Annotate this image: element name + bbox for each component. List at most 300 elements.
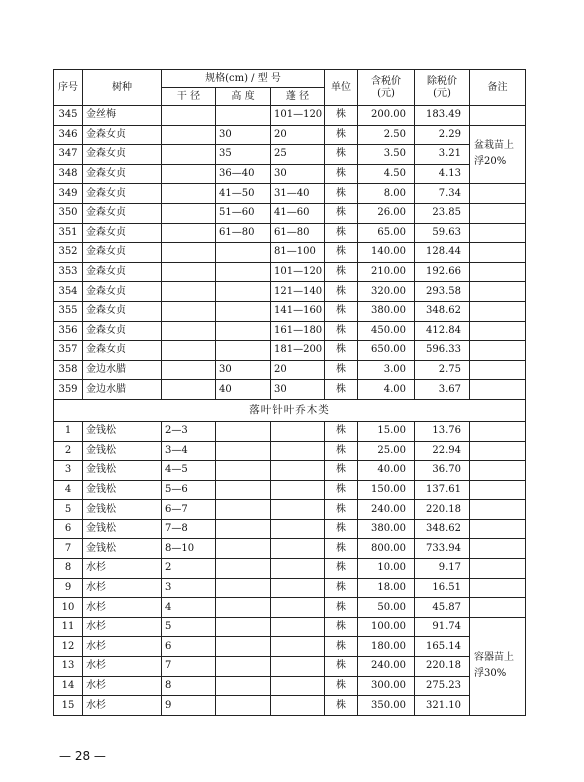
price-without-tax: 3.67 [415, 380, 470, 400]
species-name: 金森女贞 [83, 125, 162, 145]
table-row [54, 164, 526, 184]
price-with-tax: 3.00 [358, 360, 415, 380]
plant-height [216, 243, 271, 263]
remark-cell [470, 598, 526, 618]
species-name: 水杉 [83, 657, 162, 677]
remark-cell [470, 282, 526, 302]
row-number: 353 [54, 262, 83, 282]
section-title-row [54, 399, 526, 421]
remark-cell [470, 184, 526, 204]
crown-width [271, 637, 325, 657]
crown-width: 30 [271, 164, 325, 184]
price-without-tax: 91.74 [415, 617, 470, 637]
header-price-tax-unit: (元) [377, 87, 395, 99]
remark-cell: 盆栽苗上浮20% [470, 125, 526, 184]
trunk-diameter: 9 [162, 696, 216, 716]
header-price-notax-label: 除税价 [427, 75, 458, 87]
remark-cell [470, 301, 526, 321]
trunk-diameter: 2—3 [162, 421, 216, 441]
price-without-tax: 165.14 [415, 637, 470, 657]
row-number: 352 [54, 243, 83, 263]
price-without-tax: 128.44 [415, 243, 470, 263]
unit: 株 [325, 519, 358, 539]
remark-cell [470, 500, 526, 520]
price-with-tax: 8.00 [358, 184, 415, 204]
price-with-tax: 26.00 [358, 203, 415, 223]
crown-width: 61—80 [271, 223, 325, 243]
price-without-tax: 596.33 [415, 341, 470, 361]
trunk-diameter [162, 341, 216, 361]
plant-height: 30 [216, 360, 271, 380]
unit: 株 [325, 203, 358, 223]
table-row [54, 617, 526, 637]
crown-width: 20 [271, 125, 325, 145]
table-row [54, 657, 526, 677]
plant-height [216, 282, 271, 302]
price-without-tax: 412.84 [415, 321, 470, 341]
price-with-tax: 650.00 [358, 341, 415, 361]
plant-height [216, 598, 271, 618]
crown-width [271, 500, 325, 520]
table-row [54, 519, 526, 539]
price-with-tax: 18.00 [358, 578, 415, 598]
trunk-diameter [162, 164, 216, 184]
species-name: 水杉 [83, 559, 162, 579]
plant-height [216, 500, 271, 520]
unit: 株 [325, 421, 358, 441]
crown-width: 25 [271, 145, 325, 165]
table-row [54, 360, 526, 380]
trunk-diameter [162, 184, 216, 204]
trunk-diameter: 7 [162, 657, 216, 677]
crown-width: 20 [271, 360, 325, 380]
price-without-tax: 2.29 [415, 125, 470, 145]
price-without-tax: 16.51 [415, 578, 470, 598]
price-with-tax: 10.00 [358, 559, 415, 579]
species-name: 金钱松 [83, 421, 162, 441]
table-row [54, 598, 526, 618]
plant-height [216, 696, 271, 716]
unit: 株 [325, 637, 358, 657]
trunk-diameter [162, 262, 216, 282]
species-name: 金森女贞 [83, 145, 162, 165]
remark-cell [470, 203, 526, 223]
crown-width [271, 461, 325, 481]
species-name: 金森女贞 [83, 341, 162, 361]
species-name: 金钱松 [83, 519, 162, 539]
table-row [54, 539, 526, 559]
price-with-tax: 200.00 [358, 106, 415, 126]
table-row [54, 145, 526, 165]
crown-width [271, 578, 325, 598]
crown-width: 41—60 [271, 203, 325, 223]
crown-width: 81—100 [271, 243, 325, 263]
unit: 株 [325, 657, 358, 677]
trunk-diameter [162, 106, 216, 126]
species-name: 水杉 [83, 598, 162, 618]
row-number: 13 [54, 657, 83, 677]
row-number: 1 [54, 421, 83, 441]
trunk-diameter [162, 243, 216, 263]
plant-height [216, 539, 271, 559]
table-row [54, 559, 526, 579]
unit: 株 [325, 184, 358, 204]
row-number: 11 [54, 617, 83, 637]
trunk-diameter: 7—8 [162, 519, 216, 539]
unit: 株 [325, 243, 358, 263]
row-number: 8 [54, 559, 83, 579]
remark-cell [470, 262, 526, 282]
trunk-diameter: 3 [162, 578, 216, 598]
crown-width [271, 421, 325, 441]
species-name: 金钱松 [83, 480, 162, 500]
table-row [54, 380, 526, 400]
remark-cell [470, 380, 526, 400]
header-height: 高 度 [216, 88, 271, 106]
price-with-tax: 180.00 [358, 637, 415, 657]
table-row [54, 262, 526, 282]
species-name: 金森女贞 [83, 301, 162, 321]
remark-cell [470, 519, 526, 539]
price-without-tax: 59.63 [415, 223, 470, 243]
trunk-diameter: 3—4 [162, 441, 216, 461]
price-without-tax: 220.18 [415, 657, 470, 677]
plant-height [216, 106, 271, 126]
row-number: 4 [54, 480, 83, 500]
species-name: 金钱松 [83, 539, 162, 559]
plant-height [216, 657, 271, 677]
plant-height [216, 480, 271, 500]
trunk-diameter: 2 [162, 559, 216, 579]
header-unit: 单位 [325, 70, 358, 106]
row-number: 347 [54, 145, 83, 165]
unit: 株 [325, 321, 358, 341]
price-with-tax: 100.00 [358, 617, 415, 637]
unit: 株 [325, 617, 358, 637]
price-with-tax: 300.00 [358, 676, 415, 696]
unit: 株 [325, 301, 358, 321]
plant-height [216, 637, 271, 657]
price-with-tax: 140.00 [358, 243, 415, 263]
trunk-diameter [162, 360, 216, 380]
trunk-diameter: 8 [162, 676, 216, 696]
table-row [54, 500, 526, 520]
row-number: 15 [54, 696, 83, 716]
crown-width [271, 617, 325, 637]
price-with-tax: 50.00 [358, 598, 415, 618]
price-with-tax: 240.00 [358, 657, 415, 677]
unit: 株 [325, 106, 358, 126]
plant-height: 35 [216, 145, 271, 165]
plant-height [216, 321, 271, 341]
price-with-tax: 320.00 [358, 282, 415, 302]
plant-height [216, 461, 271, 481]
price-without-tax: 192.66 [415, 262, 470, 282]
price-with-tax: 380.00 [358, 519, 415, 539]
row-number: 12 [54, 637, 83, 657]
table-row [54, 341, 526, 361]
price-without-tax: 348.62 [415, 301, 470, 321]
remark-cell [470, 461, 526, 481]
crown-width [271, 696, 325, 716]
price-with-tax: 450.00 [358, 321, 415, 341]
trunk-diameter [162, 223, 216, 243]
plant-height: 51—60 [216, 203, 271, 223]
header-price-notax-unit: (元) [433, 87, 451, 99]
row-number: 355 [54, 301, 83, 321]
plant-height [216, 617, 271, 637]
table-row [54, 480, 526, 500]
trunk-diameter [162, 321, 216, 341]
unit: 株 [325, 480, 358, 500]
plant-height: 30 [216, 125, 271, 145]
unit: 株 [325, 262, 358, 282]
price-with-tax: 65.00 [358, 223, 415, 243]
table-body [54, 106, 526, 716]
price-without-tax: 36.70 [415, 461, 470, 481]
species-name: 金钱松 [83, 500, 162, 520]
table-row [54, 578, 526, 598]
crown-width [271, 598, 325, 618]
trunk-diameter: 4 [162, 598, 216, 618]
plant-height [216, 301, 271, 321]
species-name: 金边水腊 [83, 360, 162, 380]
species-name: 金森女贞 [83, 184, 162, 204]
section-title: 落叶针叶乔木类 [54, 399, 526, 421]
plant-height [216, 341, 271, 361]
table-row [54, 184, 526, 204]
table-row [54, 676, 526, 696]
price-with-tax: 25.00 [358, 441, 415, 461]
plant-height [216, 559, 271, 579]
price-without-tax: 9.17 [415, 559, 470, 579]
species-name: 水杉 [83, 696, 162, 716]
crown-width: 121—140 [271, 282, 325, 302]
remark-cell: 容器苗上浮30% [470, 617, 526, 715]
remark-cell [470, 243, 526, 263]
species-name: 水杉 [83, 617, 162, 637]
plant-height: 61—80 [216, 223, 271, 243]
table-row [54, 321, 526, 341]
trunk-diameter [162, 301, 216, 321]
remark-cell [470, 106, 526, 126]
species-name: 金森女贞 [83, 262, 162, 282]
trunk-diameter: 5—6 [162, 480, 216, 500]
table-row [54, 243, 526, 263]
price-without-tax: 45.87 [415, 598, 470, 618]
crown-width: 141—160 [271, 301, 325, 321]
price-without-tax: 348.62 [415, 519, 470, 539]
table-row [54, 282, 526, 302]
plant-height: 36—40 [216, 164, 271, 184]
row-number: 7 [54, 539, 83, 559]
unit: 株 [325, 164, 358, 184]
price-table [53, 69, 526, 716]
crown-width [271, 441, 325, 461]
crown-width: 30 [271, 380, 325, 400]
species-name: 金边水腊 [83, 380, 162, 400]
header-species: 树种 [83, 70, 162, 106]
price-with-tax: 4.00 [358, 380, 415, 400]
crown-width: 161—180 [271, 321, 325, 341]
species-name: 水杉 [83, 578, 162, 598]
price-without-tax: 3.21 [415, 145, 470, 165]
crown-width: 101—120 [271, 106, 325, 126]
species-name: 金钱松 [83, 441, 162, 461]
table-row [54, 106, 526, 126]
table-row [54, 223, 526, 243]
unit: 株 [325, 578, 358, 598]
row-number: 354 [54, 282, 83, 302]
row-number: 346 [54, 125, 83, 145]
unit: 株 [325, 360, 358, 380]
trunk-diameter: 6—7 [162, 500, 216, 520]
row-number: 356 [54, 321, 83, 341]
table-row [54, 637, 526, 657]
header-price-notax [415, 70, 470, 106]
unit: 株 [325, 461, 358, 481]
species-name: 水杉 [83, 637, 162, 657]
price-without-tax: 275.23 [415, 676, 470, 696]
plant-height: 41—50 [216, 184, 271, 204]
unit: 株 [325, 145, 358, 165]
remark-cell [470, 539, 526, 559]
remark-cell [470, 321, 526, 341]
trunk-diameter [162, 145, 216, 165]
price-without-tax: 7.34 [415, 184, 470, 204]
price-with-tax: 240.00 [358, 500, 415, 520]
row-number: 358 [54, 360, 83, 380]
table-header [54, 70, 526, 106]
crown-width [271, 559, 325, 579]
price-with-tax: 380.00 [358, 301, 415, 321]
crown-width: 101—120 [271, 262, 325, 282]
trunk-diameter [162, 203, 216, 223]
row-number: 10 [54, 598, 83, 618]
crown-width [271, 519, 325, 539]
unit: 株 [325, 341, 358, 361]
species-name: 金森女贞 [83, 164, 162, 184]
page-number: — 28 — [59, 749, 106, 763]
remark-cell [470, 223, 526, 243]
price-without-tax: 293.58 [415, 282, 470, 302]
trunk-diameter: 4—5 [162, 461, 216, 481]
trunk-diameter: 6 [162, 637, 216, 657]
crown-width: 31—40 [271, 184, 325, 204]
row-number: 349 [54, 184, 83, 204]
species-name: 金钱松 [83, 461, 162, 481]
species-name: 水杉 [83, 676, 162, 696]
row-number: 359 [54, 380, 83, 400]
row-number: 357 [54, 341, 83, 361]
header-crown: 蓬 径 [271, 88, 325, 106]
plant-height [216, 262, 271, 282]
price-with-tax: 350.00 [358, 696, 415, 716]
species-name: 金森女贞 [83, 223, 162, 243]
unit: 株 [325, 223, 358, 243]
remark-cell [470, 559, 526, 579]
header-seq: 序号 [54, 70, 83, 106]
price-with-tax: 40.00 [358, 461, 415, 481]
unit: 株 [325, 696, 358, 716]
unit: 株 [325, 380, 358, 400]
species-name: 金森女贞 [83, 282, 162, 302]
species-name: 金森女贞 [83, 203, 162, 223]
price-without-tax: 183.49 [415, 106, 470, 126]
row-number: 345 [54, 106, 83, 126]
price-without-tax: 23.85 [415, 203, 470, 223]
table-row [54, 203, 526, 223]
crown-width [271, 676, 325, 696]
unit: 株 [325, 539, 358, 559]
table-row [54, 125, 526, 145]
unit: 株 [325, 598, 358, 618]
plant-height [216, 441, 271, 461]
crown-width [271, 657, 325, 677]
trunk-diameter [162, 380, 216, 400]
price-without-tax: 4.13 [415, 164, 470, 184]
row-number: 5 [54, 500, 83, 520]
header-trunk: 干 径 [162, 88, 216, 106]
plant-height [216, 578, 271, 598]
crown-width [271, 539, 325, 559]
price-with-tax: 15.00 [358, 421, 415, 441]
trunk-diameter: 5 [162, 617, 216, 637]
remark-cell [470, 480, 526, 500]
species-name: 金森女贞 [83, 243, 162, 263]
row-number: 14 [54, 676, 83, 696]
price-without-tax: 13.76 [415, 421, 470, 441]
row-number: 348 [54, 164, 83, 184]
remark-cell [470, 578, 526, 598]
price-without-tax: 22.94 [415, 441, 470, 461]
price-without-tax: 2.75 [415, 360, 470, 380]
remark-cell [470, 360, 526, 380]
price-with-tax: 4.50 [358, 164, 415, 184]
unit: 株 [325, 282, 358, 302]
price-without-tax: 220.18 [415, 500, 470, 520]
header-remark: 备注 [470, 70, 526, 106]
table-row [54, 461, 526, 481]
plant-height [216, 421, 271, 441]
trunk-diameter [162, 282, 216, 302]
unit: 株 [325, 676, 358, 696]
plant-height: 40 [216, 380, 271, 400]
price-with-tax: 150.00 [358, 480, 415, 500]
table-row [54, 441, 526, 461]
unit: 株 [325, 559, 358, 579]
table-row [54, 301, 526, 321]
remark-cell [470, 441, 526, 461]
row-number: 3 [54, 461, 83, 481]
unit: 株 [325, 500, 358, 520]
header-price-tax [358, 70, 415, 106]
plant-height [216, 519, 271, 539]
row-number: 350 [54, 203, 83, 223]
unit: 株 [325, 125, 358, 145]
row-number: 9 [54, 578, 83, 598]
species-name: 金森女贞 [83, 321, 162, 341]
crown-width [271, 480, 325, 500]
trunk-diameter [162, 125, 216, 145]
crown-width: 181—200 [271, 341, 325, 361]
row-number: 6 [54, 519, 83, 539]
price-with-tax: 3.50 [358, 145, 415, 165]
price-with-tax: 2.50 [358, 125, 415, 145]
price-with-tax: 800.00 [358, 539, 415, 559]
plant-height [216, 676, 271, 696]
header-price-tax-label: 含税价 [371, 75, 402, 87]
